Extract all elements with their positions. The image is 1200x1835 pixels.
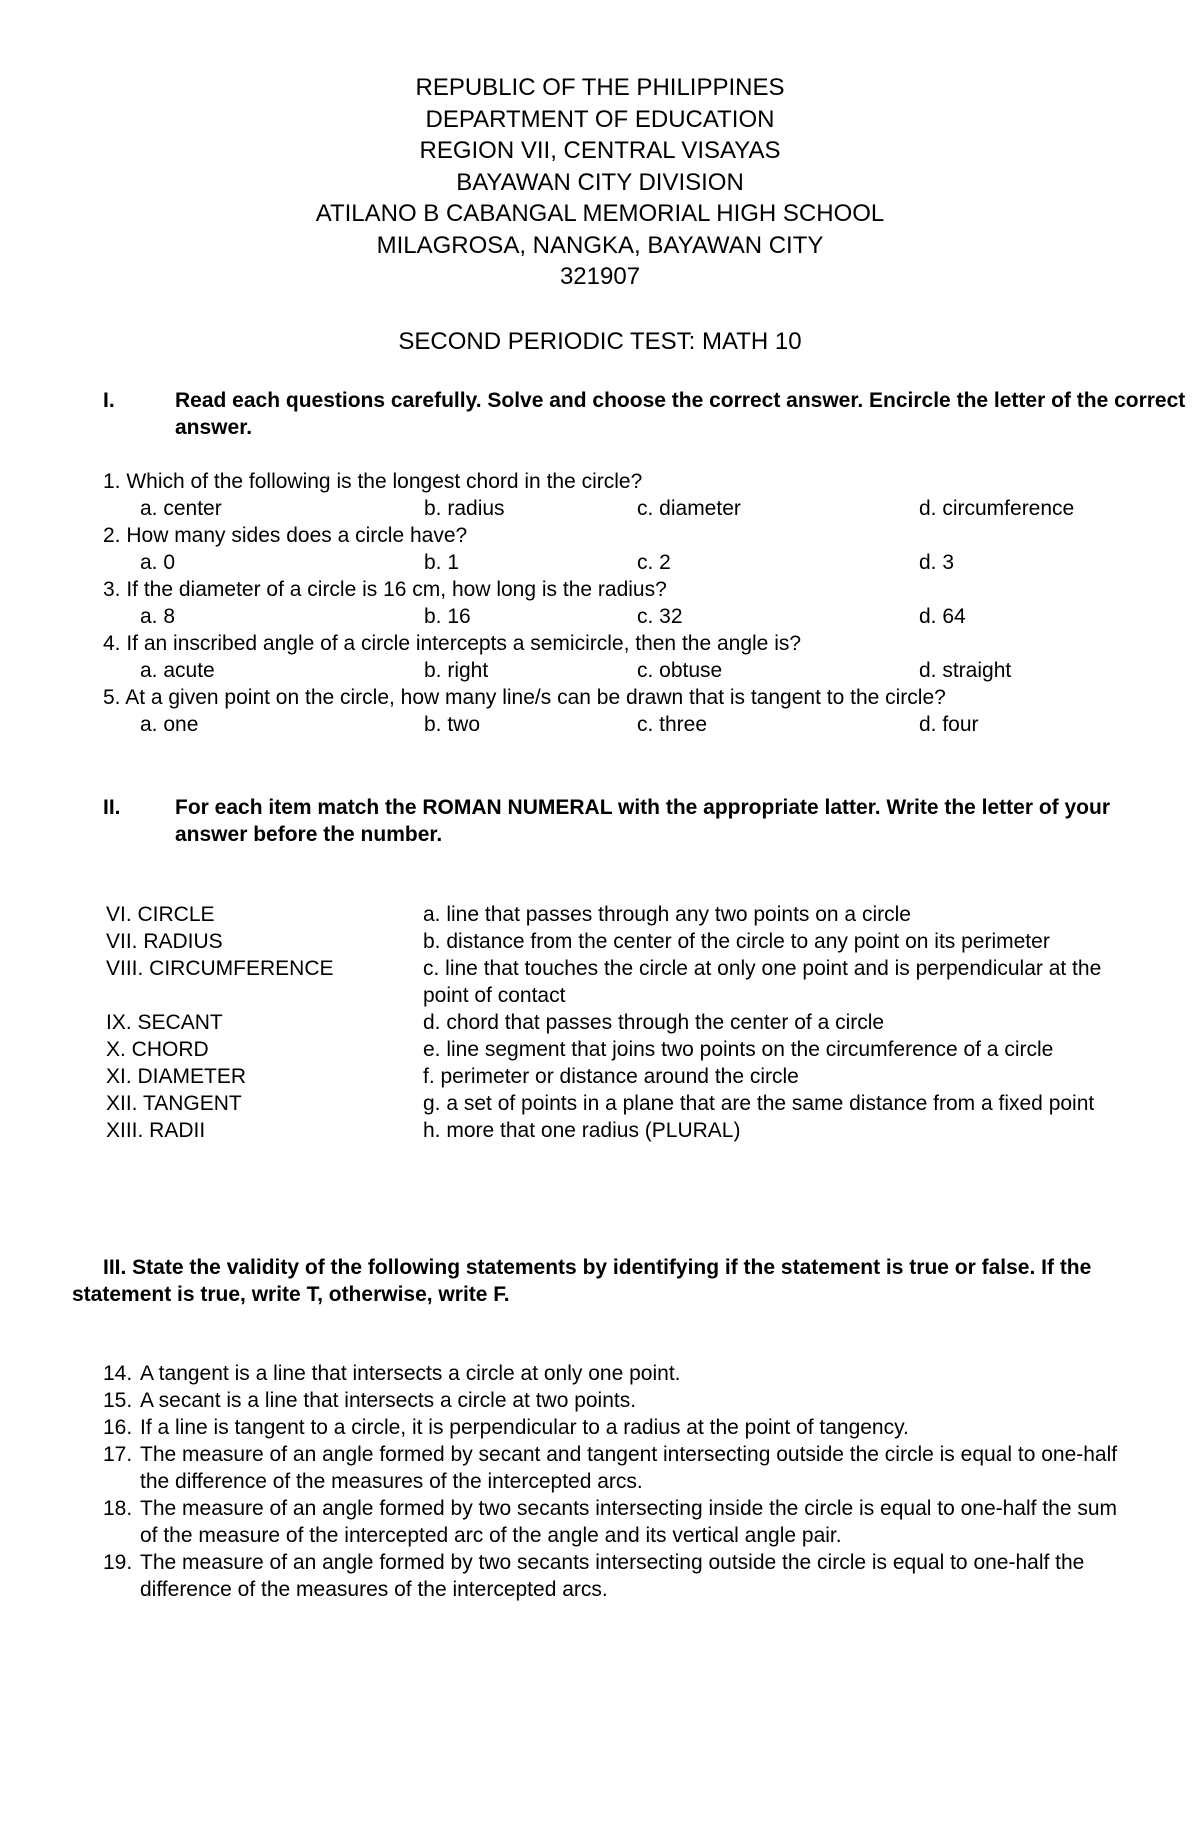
answer-options bbox=[103, 711, 1103, 738]
option-a: a. one bbox=[140, 713, 199, 736]
multiple-choice-list bbox=[103, 468, 1103, 738]
statement-number: 14. bbox=[103, 1362, 133, 1385]
statement-14 bbox=[103, 1360, 1133, 1387]
option-b: b. right bbox=[424, 659, 489, 682]
option-d: d. 3 bbox=[919, 551, 955, 574]
option-b: b. 1 bbox=[424, 551, 460, 574]
section-3-instruction bbox=[72, 1254, 1112, 1308]
statement-text: The measure of an angle formed by secant and tangent intersecting outside the circle is equal to one-half the difference of the measures of the intercepted arcs. bbox=[140, 1443, 1118, 1493]
answer-options bbox=[103, 549, 1103, 576]
match-row bbox=[106, 1117, 1136, 1144]
match-row bbox=[106, 901, 1136, 928]
match-term: VII. RADIUS bbox=[106, 930, 223, 953]
question-text: 5. At a given point on the circle, how many line/s can be drawn that is tangent to the circle? bbox=[103, 686, 946, 709]
option-d: d. straight bbox=[919, 659, 1012, 682]
option-d: d. four bbox=[919, 713, 979, 736]
question-3 bbox=[103, 576, 1103, 630]
option-a: a. center bbox=[140, 497, 222, 520]
match-definition: d. chord that passes through the center of a circle bbox=[423, 1011, 885, 1034]
match-row bbox=[106, 955, 1136, 1009]
option-a: a. acute bbox=[140, 659, 215, 682]
option-a: a. 8 bbox=[140, 605, 176, 628]
match-term: XI. DIAMETER bbox=[106, 1065, 247, 1088]
statement-text: If a line is tangent to a circle, it is perpendicular to a radius at the point of tangency. bbox=[140, 1416, 909, 1439]
question-5 bbox=[103, 684, 1103, 738]
header-line-school-id: 321907 bbox=[559, 263, 641, 290]
section-2-instruction-text: For each item match the ROMAN NUMERAL with the appropriate latter. Write the letter of your answer before the number. bbox=[175, 796, 1111, 846]
header-line-school: ATILANO B CABANGAL MEMORIAL HIGH SCHOOL bbox=[315, 200, 885, 227]
section-3-instruction-text: III. State the validity of the following statements by identifying if the statement is true or false. If the statement is true, write T, otherwise, write F. bbox=[72, 1256, 1092, 1306]
question-2 bbox=[103, 522, 1103, 576]
section-1-instruction-text: Read each questions carefully. Solve and choose the correct answer. Encircle the letter of the correct answer. bbox=[175, 389, 1186, 439]
header-line-division: BAYAWAN CITY DIVISION bbox=[456, 168, 744, 196]
match-row bbox=[106, 928, 1136, 955]
statement-19 bbox=[103, 1549, 1133, 1603]
statement-number: 19. bbox=[103, 1551, 133, 1574]
match-term: VI. CIRCLE bbox=[106, 903, 215, 926]
match-definition: g. a set of points in a plane that are the same distance from a fixed point bbox=[423, 1092, 1095, 1115]
match-term: VIII. CIRCUMFERENCE bbox=[106, 957, 334, 980]
match-row bbox=[106, 1090, 1136, 1117]
match-definition: b. distance from the center of the circle to any point on its perimeter bbox=[423, 930, 1050, 953]
match-term: XII. TANGENT bbox=[106, 1092, 242, 1115]
statement-text: The measure of an angle formed by two secants intersecting outside the circle is equal to one-half the difference of the measures of the intercepted arcs. bbox=[140, 1551, 1085, 1601]
match-definition: c. line that touches the circle at only one point and is perpendicular at the point of contact bbox=[423, 957, 1102, 1007]
header-line-republic: REPUBLIC OF THE PHILIPPINES bbox=[415, 74, 785, 101]
match-term: IX. SECANT bbox=[106, 1011, 223, 1034]
header-line-region: REGION VII, CENTRAL VISAYAS bbox=[419, 137, 781, 164]
section-2-numeral: II. bbox=[103, 796, 121, 819]
match-row bbox=[106, 1063, 1136, 1090]
option-d: d. 64 bbox=[919, 605, 966, 628]
answer-options bbox=[103, 657, 1103, 684]
option-b: b. 16 bbox=[424, 605, 471, 628]
statement-number: 15. bbox=[103, 1389, 133, 1412]
option-b: b. radius bbox=[424, 497, 505, 520]
match-row bbox=[106, 1036, 1136, 1063]
question-4 bbox=[103, 630, 1103, 684]
option-c: c. three bbox=[637, 713, 708, 736]
match-definition: a. line that passes through any two points on a circle bbox=[423, 903, 911, 926]
match-row bbox=[106, 1009, 1136, 1036]
statement-text: The measure of an angle formed by two secants intersecting inside the circle is equal to one-half the sum of the measure of the intercepted arc of the angle and its vertical angle pair. bbox=[140, 1497, 1118, 1547]
match-term: XIII. RADII bbox=[106, 1119, 206, 1142]
match-definition: e. line segment that joins two points on the circumference of a circle bbox=[423, 1038, 1054, 1061]
question-1 bbox=[103, 468, 1103, 522]
option-c: c. diameter bbox=[637, 497, 741, 520]
match-term: X. CHORD bbox=[106, 1038, 209, 1061]
statement-16 bbox=[103, 1414, 1133, 1441]
test-title: SECOND PERIODIC TEST: MATH 10 bbox=[398, 328, 802, 355]
statement-17 bbox=[103, 1441, 1133, 1495]
option-c: c. obtuse bbox=[637, 659, 723, 682]
section-1-instruction bbox=[103, 387, 1186, 441]
true-false-list bbox=[103, 1360, 1133, 1603]
option-b: b. two bbox=[424, 713, 481, 736]
match-definition: h. more that one radius (PLURAL) bbox=[423, 1119, 741, 1142]
option-c: c. 2 bbox=[637, 551, 671, 574]
option-a: a. 0 bbox=[140, 551, 176, 574]
section-2-instruction bbox=[103, 794, 1111, 848]
section-1-numeral: I. bbox=[103, 389, 115, 412]
question-text: 1. Which of the following is the longest chord in the circle? bbox=[103, 470, 643, 493]
statement-number: 16. bbox=[103, 1416, 133, 1439]
statement-18 bbox=[103, 1495, 1133, 1549]
statement-number: 17. bbox=[103, 1443, 133, 1466]
header-line-address: MILAGROSA, NANGKA, BAYAWAN CITY bbox=[376, 231, 824, 259]
statement-text: A tangent is a line that intersects a circle at only one point. bbox=[140, 1362, 681, 1385]
option-c: c. 32 bbox=[637, 605, 683, 628]
question-text: 2. How many sides does a circle have? bbox=[103, 524, 468, 547]
question-text: 4. If an inscribed angle of a circle intercepts a semicircle, then the angle is? bbox=[103, 632, 802, 655]
school-header bbox=[0, 72, 1200, 293]
match-definition: f. perimeter or distance around the circle bbox=[423, 1065, 799, 1088]
header-line-department: DEPARTMENT OF EDUCATION bbox=[425, 105, 775, 133]
question-text: 3. If the diameter of a circle is 16 cm, how long is the radius? bbox=[103, 578, 667, 601]
answer-options bbox=[103, 495, 1103, 522]
statement-15 bbox=[103, 1387, 1133, 1414]
option-d: d. circumference bbox=[919, 497, 1075, 520]
statement-number: 18. bbox=[103, 1497, 133, 1520]
statement-text: A secant is a line that intersects a circle at two points. bbox=[140, 1389, 637, 1412]
matching-list bbox=[106, 901, 1136, 1144]
answer-options bbox=[103, 603, 1103, 630]
